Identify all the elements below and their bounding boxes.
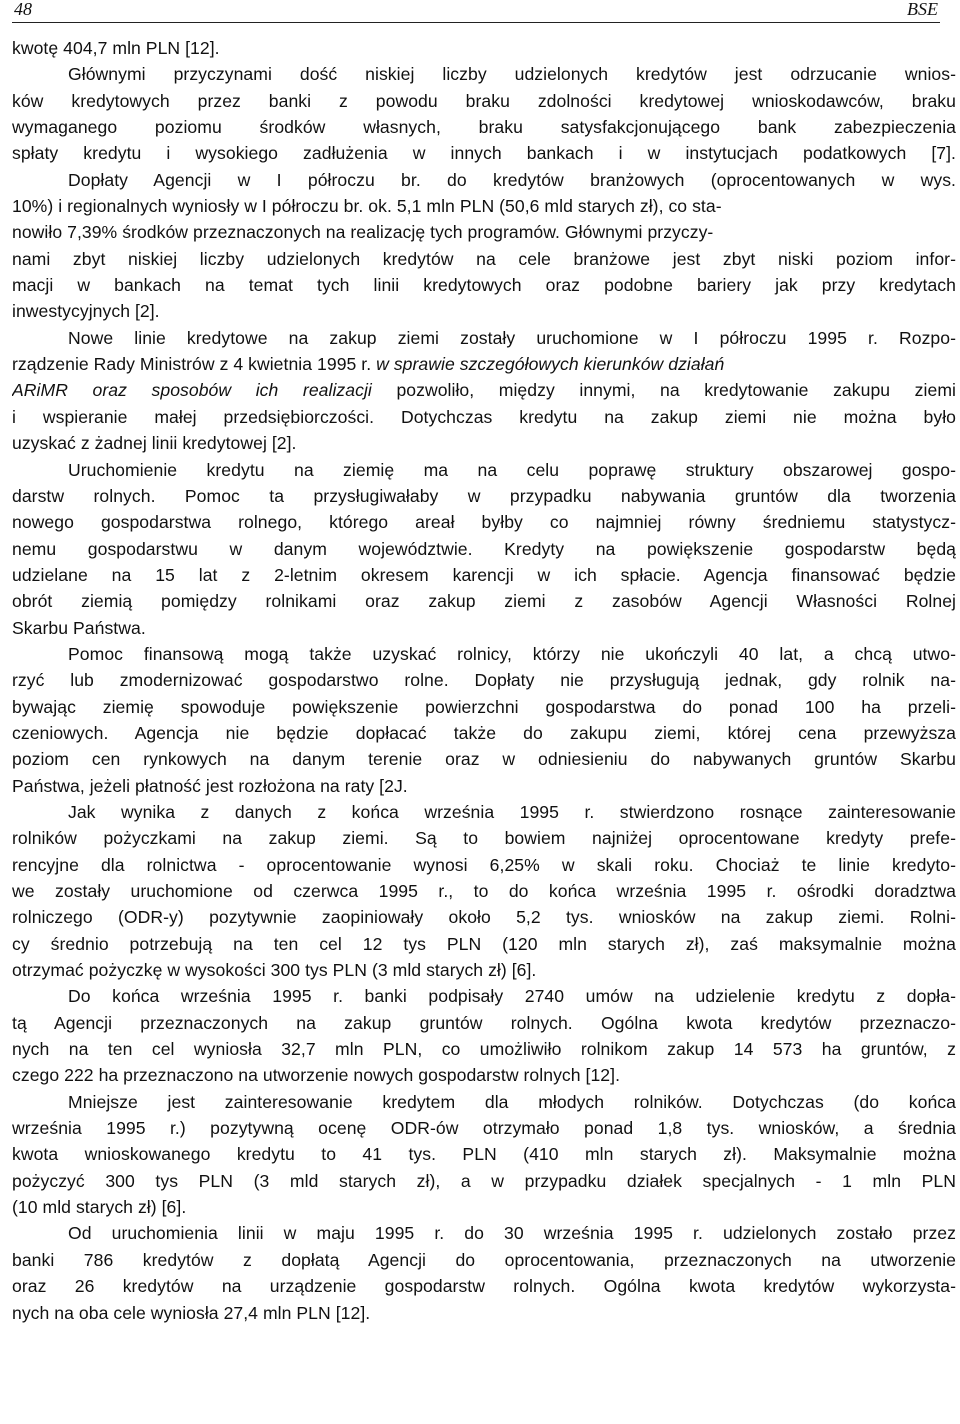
- text-line: [12, 825, 956, 851]
- text-line: [12, 219, 956, 245]
- text-span: pożyczyć 300 tys PLN (3 mld starych zł), a w przypadku działek specjalnych - 1 mln PLN: [12, 1170, 956, 1191]
- text-span: (10 mld starych zł) [6].: [12, 1197, 187, 1218]
- text-span: macji w bankach na temat tych linii kredytowych oraz podobne bariery jak przy kredytach: [12, 275, 956, 296]
- text-line: [12, 1300, 956, 1326]
- text-span: Do końca września 1995 r. banki podpisały 2740 umów na udzielenie kredytu z dopła-: [68, 986, 956, 1007]
- text-line: [12, 351, 956, 377]
- text-line: [12, 773, 956, 799]
- text-span: wymaganego poziomu środków własnych, braku satysfakcjonującego bank zabezpieczenia: [12, 117, 956, 138]
- text-span: udzielane na 15 lat z 2-letnim okresem karencji w ich spłacie. Agencja finansować będzie: [12, 564, 956, 585]
- text-span: i wspieranie małej przedsiębiorczości. Dotychczas kredytu na zakup ziemi nie można było: [12, 406, 956, 427]
- text-line: [12, 457, 956, 483]
- text-span: uzyskać z żadnej linii kredytowej [2].: [12, 433, 297, 454]
- text-line: [12, 88, 956, 114]
- text-span: Jak wynika z danych z końca września 1995 r. stwierdzono rosnące zainteresowanie: [68, 801, 956, 822]
- text-span: inwestycyjnych [2].: [12, 301, 160, 322]
- text-line: [12, 1062, 956, 1088]
- text-span: Dopłaty Agencji w I półroczu br. do kredytów branżowych (oprocentowanych w wys.: [68, 169, 956, 190]
- text-line: [12, 694, 956, 720]
- text-line: [12, 61, 956, 87]
- text-line: [12, 641, 956, 667]
- text-line: [12, 298, 956, 324]
- text-line: [12, 140, 956, 166]
- body-text: [12, 35, 956, 1326]
- page-header: [12, 0, 940, 23]
- text-line: [12, 799, 956, 825]
- text-line: [12, 1010, 956, 1036]
- text-span: Głównymi przyczynami dość niskiej liczby udzielonych kredytów jest odrzucanie wnios-: [68, 64, 956, 85]
- text-line: [12, 1220, 956, 1246]
- text-span: tą Agencji przeznaczonych na zakup gruntów rolnych. Ogólna kwota kredytów przeznaczo-: [12, 1012, 956, 1033]
- text-line: [12, 957, 956, 983]
- text-span: spłaty kredytu i wysokiego zadłużenia w innych bankach i w instytucjach podatkowych [7].: [12, 143, 956, 164]
- text-span: rencyjne dla rolnictwa - oprocentowanie wynosi 6,25% w skali roku. Chociaż te linie kredyto-: [12, 854, 956, 875]
- text-span: Skarbu Państwa.: [12, 617, 146, 638]
- text-span: bywając ziemię spowoduje powiększenie powierzchni gospodarstwa do ponad 100 ha przeli-: [12, 696, 956, 717]
- text-span: kwotę 404,7 mln PLN [12].: [12, 38, 220, 58]
- text-span: nowego gospodarstwa rolnego, którego areał byłby co najmniej równy średniemu statystycz-: [12, 512, 956, 533]
- text-line: [12, 1247, 956, 1273]
- text-line: [12, 931, 956, 957]
- text-line: [12, 193, 956, 219]
- text-span: ków kredytowych przez banki z powodu braku zdolności kredytowej wnioskodawców, braku: [12, 90, 956, 111]
- text-line: [12, 878, 956, 904]
- text-span: Mniejsze jest zainteresowanie kredytem dla młodych rolników. Dotychczas (do końca: [68, 1091, 956, 1112]
- text-line: [12, 588, 956, 614]
- page-number: 48: [14, 0, 32, 19]
- text-line: [12, 720, 956, 746]
- text-line: [12, 983, 956, 1009]
- text-span: banki 786 kredytów z dopłatą Agencji do oprocentowania, przeznaczonych na utworzenie: [12, 1249, 956, 1270]
- text-line: [12, 272, 956, 298]
- text-line: [12, 904, 956, 930]
- text-span: kwota wnioskowanego kredytu to 41 tys. PLN (410 mln starych zł). Maksymalnie można: [12, 1144, 956, 1165]
- journal-name: BSE: [907, 0, 938, 19]
- text-span: Uruchomienie kredytu na ziemię ma na celu poprawę struktury obszarowej gospo-: [68, 459, 956, 480]
- italic-text-span: w sprawie szczegółowych kierunków działań: [376, 354, 725, 375]
- text-span: poziom cen rynkowych na danym terenie oraz w odniesieniu do nabywanych gruntów Skarbu: [12, 749, 956, 770]
- text-span: pozwoliło, między innymi, na kredytowanie zakupu ziemi: [371, 380, 956, 401]
- text-line: [12, 1168, 956, 1194]
- text-line: [12, 1194, 956, 1220]
- text-line: [12, 114, 956, 140]
- text-line: [12, 483, 956, 509]
- text-span: obrót ziemią pomiędzy rolnikami oraz zakup ziemi z zasobów Agencji Własności Rolnej: [12, 591, 956, 612]
- text-span: września 1995 r.) pozytywną ocenę ODR-ów otrzymało ponad 1,8 tys. wniosków, a średnia: [12, 1118, 956, 1139]
- text-span: darstw rolnych. Pomoc ta przysługiwałaby w przypadku nabywania gruntów dla tworzenia: [12, 485, 956, 506]
- text-line: [12, 667, 956, 693]
- text-span: 10%) i regionalnych wyniosły w I półroczu br. ok. 5,1 mln PLN (50,6 mld starych zł), co sta-: [12, 196, 722, 217]
- text-line: [12, 246, 956, 272]
- text-line: [12, 536, 956, 562]
- text-span: nych na oba cele wyniosła 27,4 mln PLN [12].: [12, 1302, 371, 1323]
- text-span: cy średnio potrzebują na ten cel 12 tys PLN (120 mln starych zł), zaś maksymalnie można: [12, 933, 956, 954]
- italic-text-span: ARiMR oraz sposobów ich realizacji: [12, 380, 372, 401]
- text-span: nemu gospodarstwu w danym województwie. Kredyty na powiększenie gospodarstw będą: [12, 538, 956, 559]
- text-span: rolniczego (ODR-y) pozytywnie zaopiniowały około 5,2 tys. wniosków na zakup ziemi. Rolni-: [12, 907, 956, 928]
- text-span: rolników pożyczkami na zakup ziemi. Są to bowiem najniżej oprocentowane kredyty prefe-: [12, 828, 956, 849]
- text-span: Państwa, jeżeli płatność jest rozłożona na raty [2J.: [12, 775, 408, 796]
- text-line: [12, 1273, 956, 1299]
- text-span: czego 222 ha przeznaczono na utworzenie nowych gospodarstw rolnych [12].: [12, 1065, 621, 1086]
- text-span: nych na ten cel wyniosła 32,7 mln PLN, co umożliwiło rolnikom zakup 14 573 ha gruntów, z: [12, 1039, 956, 1060]
- text-line: [12, 325, 956, 351]
- text-line: [12, 562, 956, 588]
- text-span: Pomoc finansową mogą także uzyskać rolnicy, którzy nie ukończyli 40 lat, a chcą utwo-: [68, 643, 956, 664]
- text-span: nowiło 7,39% środków przeznaczonych na realizację tych programów. Głównymi przyczy-: [12, 222, 714, 243]
- text-line: [12, 509, 956, 535]
- text-span: rzyć lub zmodernizować gospodarstwo rolne. Dopłaty nie przysługują jednak, gdy rolnik na-: [12, 670, 956, 691]
- text-line: [12, 746, 956, 772]
- text-span: Od uruchomienia linii w maju 1995 r. do 30 września 1995 r. udzielonych zostało przez: [68, 1223, 956, 1244]
- text-span: rządzenie Rady Ministrów z 4 kwietnia 1995 r.: [12, 354, 377, 375]
- text-line: [12, 852, 956, 878]
- text-line: [12, 377, 956, 403]
- text-line: [12, 1036, 956, 1062]
- text-line: [12, 615, 956, 641]
- text-line: [12, 35, 956, 61]
- text-span: otrzymać pożyczkę w wysokości 300 tys PLN (3 mld starych zł) [6].: [12, 960, 537, 981]
- text-line: [12, 167, 956, 193]
- text-span: czeniowych. Agencja nie będzie dopłacać także do zakupu ziemi, której cena przewyższa: [12, 722, 956, 743]
- text-line: [12, 1141, 956, 1167]
- text-span: oraz 26 kredytów na urządzenie gospodarstw rolnych. Ogólna kwota kredytów wykorzysta-: [12, 1276, 956, 1297]
- text-line: [12, 1115, 956, 1141]
- text-line: [12, 430, 956, 456]
- text-line: [12, 404, 956, 430]
- text-span: we zostały uruchomione od czerwca 1995 r., to do końca września 1995 r. ośrodki doradztwa: [12, 881, 956, 901]
- text-line: [12, 1089, 956, 1115]
- text-span: nami zbyt niskiej liczby udzielonych kredytów na cele branżowe jest zbyt niski poziom infor-: [12, 248, 956, 269]
- text-span: Nowe linie kredytowe na zakup ziemi zostały uruchomione w I półroczu 1995 r. Rozpo-: [68, 327, 956, 348]
